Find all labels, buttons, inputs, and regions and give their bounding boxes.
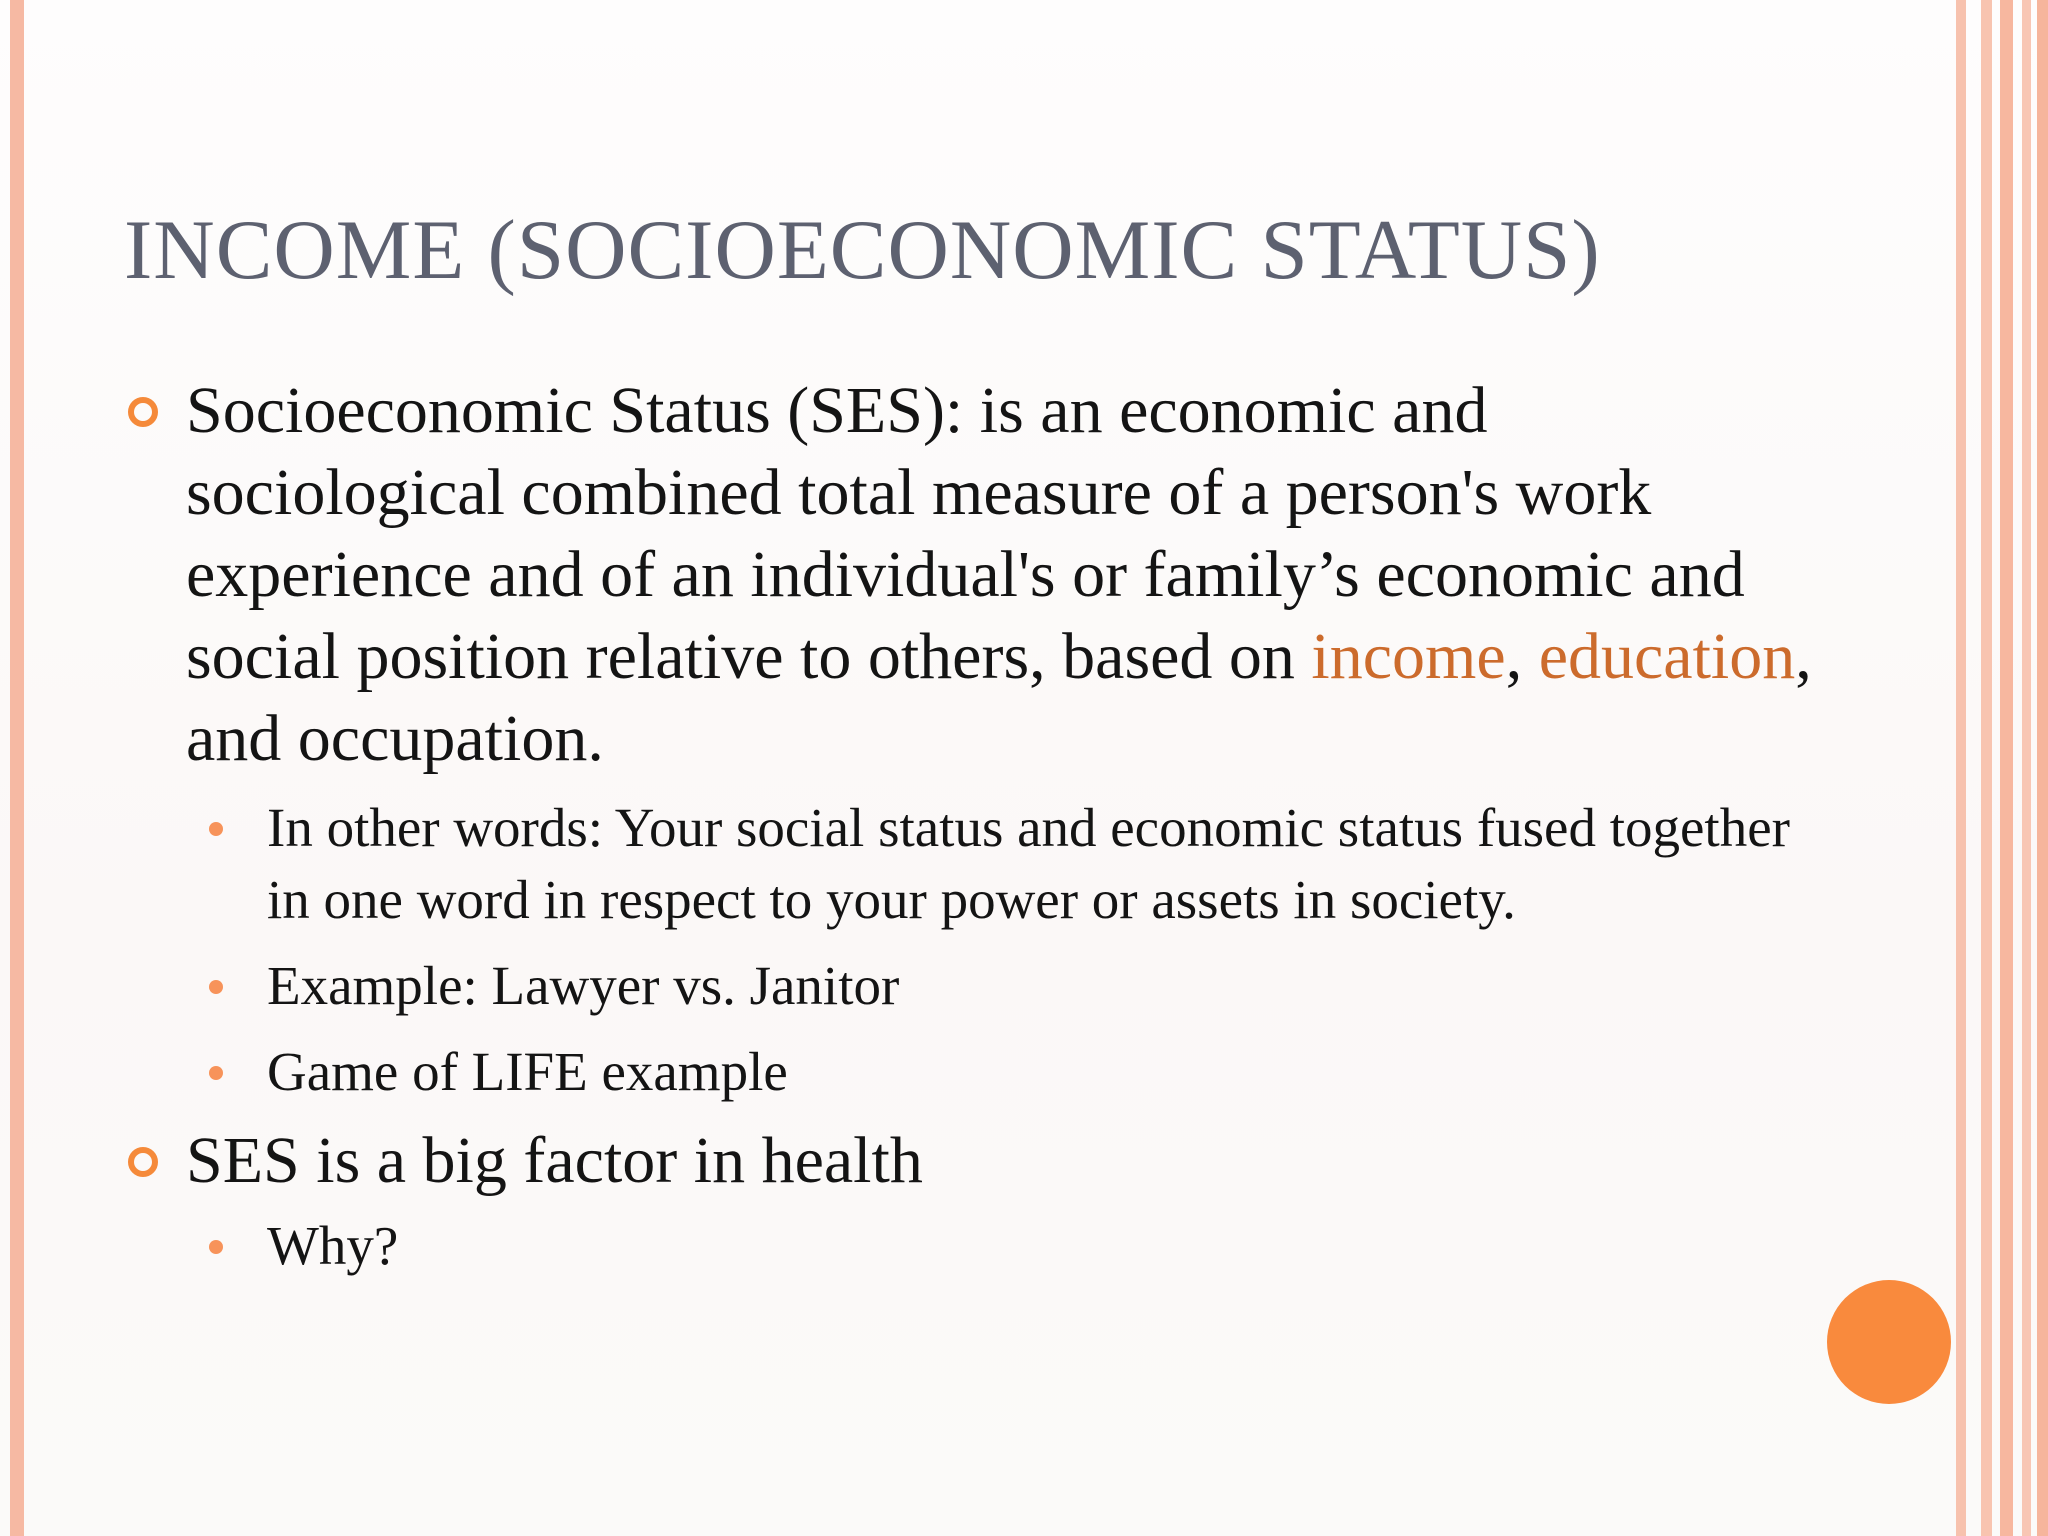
slide-body [124, 370, 1814, 1282]
right-decorative-stripe [2022, 0, 2031, 1536]
subbullet-other-words [124, 792, 1814, 936]
subbullet-text: Why? [267, 1215, 399, 1276]
subbullet-why [124, 1210, 1814, 1282]
subbullet-text: Example: Lawyer vs. Janitor [267, 955, 900, 1016]
bullet-text-end: , and occupation. [186, 620, 1812, 775]
orange-circle-decoration [1827, 1280, 1951, 1404]
subbullet-text: Game of LIFE example [267, 1041, 788, 1102]
right-decorative-stripe [1956, 0, 1966, 1536]
right-decorative-stripe [2000, 0, 2013, 1536]
subbullet-example [124, 950, 1814, 1022]
highlight-education: education [1538, 620, 1796, 693]
dot-bullet-icon [209, 1240, 223, 1254]
separator: , [1505, 620, 1539, 693]
bullet-text: Socioeconomic Status (SES): is an economic and sociological combined total measure of a person's work experience and of an individual's or family’s economic and social position relative to others, based on [186, 374, 1745, 693]
bullet-ses-health [124, 1120, 1814, 1202]
dot-bullet-icon [209, 980, 223, 994]
bullet-ses-definition [124, 370, 1814, 780]
slide-title: INCOME (SOCIOECONOMIC STATUS) [124, 203, 1601, 297]
subbullet-text: In other words: Your social status and economic status fused together in one word in respect to your power or assets in society. [267, 797, 1790, 930]
bullet-text: SES is a big factor in health [186, 1124, 923, 1197]
dot-bullet-icon [209, 1066, 223, 1080]
ring-bullet-icon [128, 397, 158, 427]
dot-bullet-icon [209, 822, 223, 836]
left-decorative-stripe [10, 0, 24, 1536]
right-decorative-stripe [2037, 0, 2048, 1536]
subbullet-game-of-life [124, 1036, 1814, 1108]
right-decorative-stripe [1981, 0, 1992, 1536]
ring-bullet-icon [128, 1147, 158, 1177]
highlight-income: income [1311, 620, 1506, 693]
